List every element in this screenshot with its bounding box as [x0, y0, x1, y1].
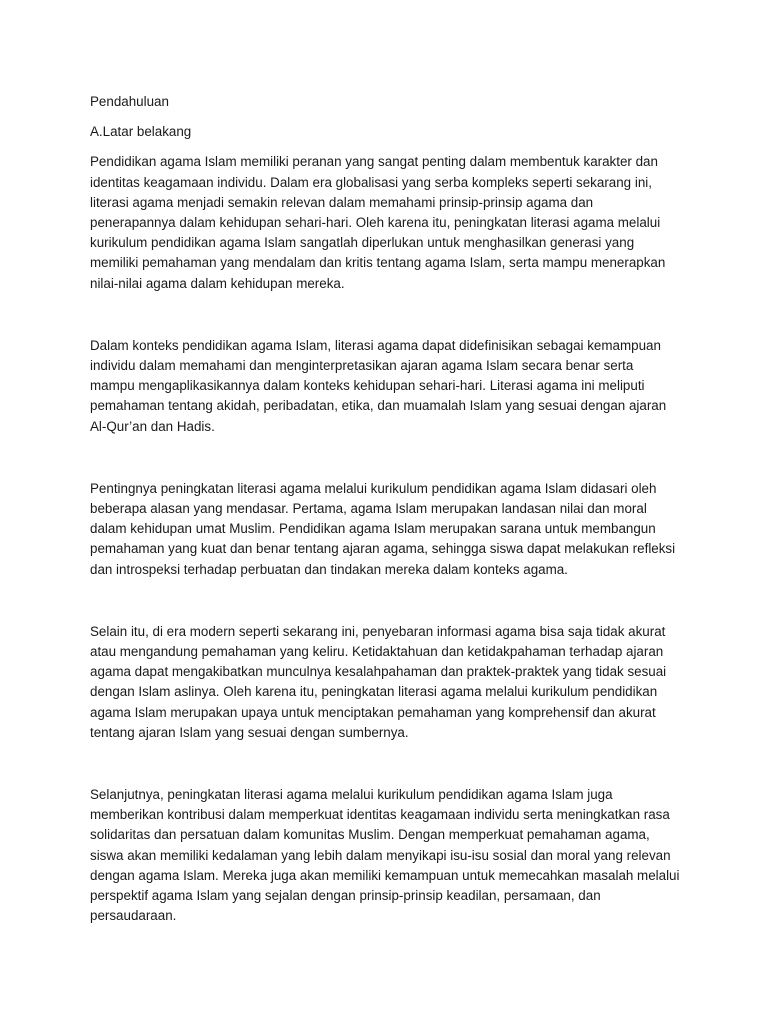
- section-heading: A.Latar belakang: [90, 124, 192, 140]
- document-title: Pendahuluan: [90, 94, 169, 109]
- paragraph-5: Selanjutnya, peningkatan literasi agama melalui kurikulum pendidikan agama Islam juga memberikan kontribusi dalam memperkuat identitas keagamaan individu serta meningkatkan rasa solidaritas dan persatuan dalam komunitas Muslim. Dengan memperkuat pemahaman agama, siswa akan memiliki kedalaman yang lebih dalam menyikapi isu-isu sosial dan moral yang relevan dengan agama Islam. Mereka juga akan memiliki kemampuan untuk memecahkan masalah melalui perspektif agama Islam yang sejalan dengan prinsip-prinsip keadilan, persamaan, dan persaudaraan.: [90, 787, 680, 924]
- paragraph-3: Pentingnya peningkatan literasi agama melalui kurikulum pendidikan agama Islam didasari oleh beberapa alasan yang mendasar. Pertama, agama Islam merupakan landasan nilai dan moral dalam kehidupan umat Muslim. Pendidikan agama Islam merupakan sarana untuk membangun pemahaman yang kuat dan benar tentang ajaran agama, sehingga siswa dapat melakukan refleksi dan introspeksi terhadap perbuatan dan tindakan mereka dalam konteks agama.: [90, 480, 676, 577]
- paragraph-1: Pendidikan agama Islam memiliki peranan yang sangat penting dalam membentuk karakter dan identitas keagamaan individu. Dalam era globalisasi yang serba kompleks seperti sekarang ini, literasi agama menjadi semakin relevan dalam memahami prinsip-prinsip agama dan penerapannya dalam kehidupan sehari-hari. Oleh karena itu, peningkatan literasi agama melalui kurikulum pendidikan agama Islam sangatlah diperlukan untuk menghasilkan generasi yang memiliki pemahaman yang mendalam dan kritis tentang agama Islam, serta mampu menerapkan nilai-nilai agama dalam kehidupan mereka.: [90, 154, 666, 291]
- document-page: [90, 92, 680, 969]
- paragraph-2: Dalam konteks pendidikan agama Islam, literasi agama dapat didefinisikan sebagai kemampuan individu dalam memahami dan menginterpretasikan ajaran agama Islam secara benar serta mampu mengaplikasikannya dalam konteks kehidupan sehari-hari. Literasi agama ini meliputi pemahaman tentang akidah, peribadatan, etika, dan muamalah Islam yang sesuai dengan ajaran Al-Qur’an dan Hadis.: [90, 337, 667, 434]
- paragraph-4: Selain itu, di era modern seperti sekarang ini, penyebaran informasi agama bisa saja tidak akurat atau mengandung pemahaman yang keliru. Ketidaktahuan dan ketidakpahaman terhadap ajaran agama dapat mengakibatkan munculnya kesalahpahaman dan praktek-praktek yang tidak sesuai dengan Islam aslinya. Oleh karena itu, peningkatan literasi agama melalui kurikulum pendidikan agama Islam merupakan upaya untuk menciptakan pemahaman yang komprehensif dan akurat tentang ajaran Islam yang sesuai dengan sumbernya.: [90, 623, 667, 740]
